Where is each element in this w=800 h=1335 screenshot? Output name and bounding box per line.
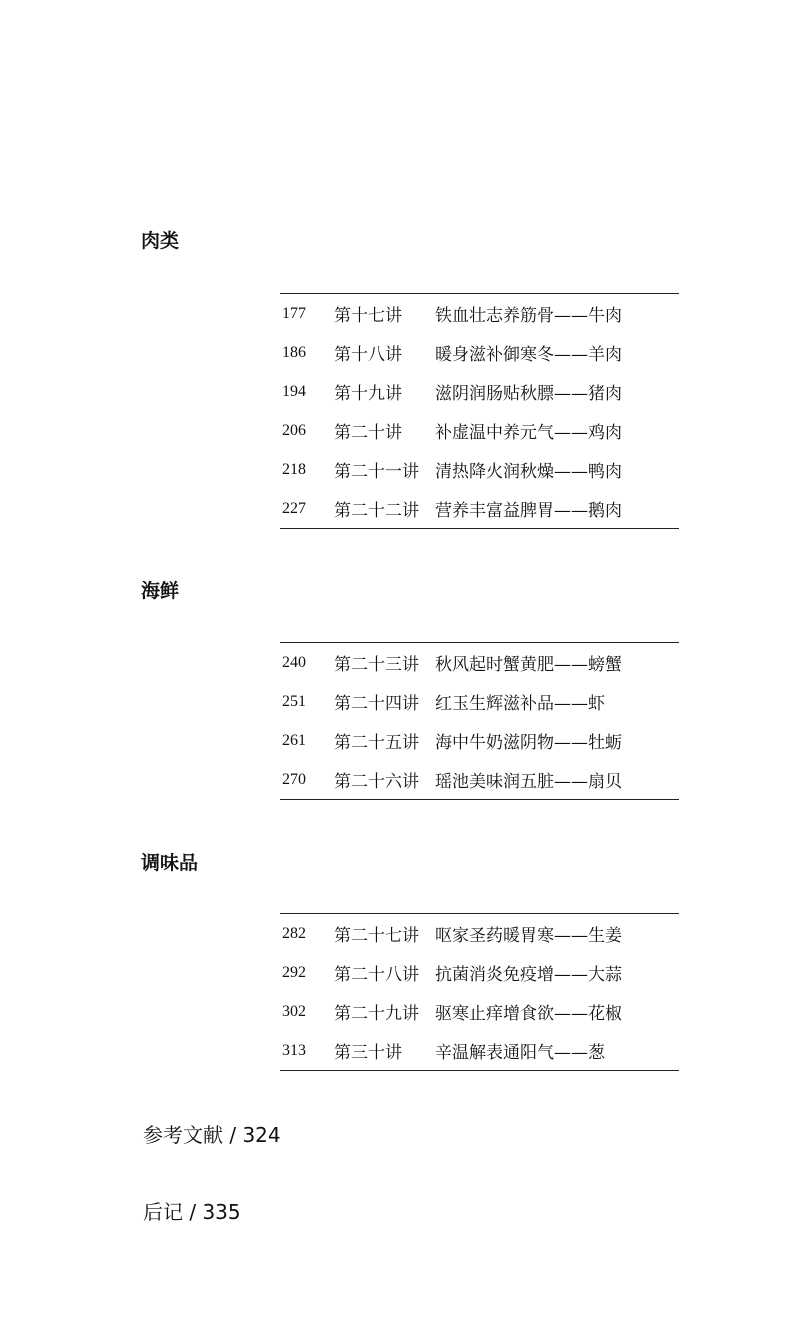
entry-title: 瑶池美味润五脏——扇贝 <box>435 772 622 792</box>
toc-entry[interactable] <box>280 1031 679 1070</box>
page-number: 227 <box>282 499 306 517</box>
entry-title: 清热降火润秋燥——鸭肉 <box>435 462 622 482</box>
entry-title: 秋风起时蟹黄肥——螃蟹 <box>435 655 622 675</box>
toc-block-seasoning <box>280 913 679 1071</box>
toc-entry[interactable] <box>280 489 679 528</box>
page-number: 292 <box>282 963 306 981</box>
page-number: 206 <box>282 421 306 439</box>
toc-entry[interactable] <box>280 643 679 682</box>
toc-entry[interactable] <box>280 721 679 760</box>
toc-entry[interactable] <box>280 294 679 333</box>
lecture-number: 第二十九讲 <box>334 1004 419 1024</box>
lecture-number: 第二十五讲 <box>334 733 419 753</box>
entry-title: 营养丰富益脾胃——鹅肉 <box>435 501 622 521</box>
page-number: 270 <box>282 770 306 788</box>
page-number: 218 <box>282 460 306 478</box>
page-number: 177 <box>282 304 306 322</box>
toc-entry[interactable] <box>280 914 679 953</box>
afterword-link[interactable]: 后记 / 335 <box>143 1200 241 1224</box>
page-number: 186 <box>282 343 306 361</box>
entry-title: 补虚温中养元气——鸡肉 <box>435 423 622 443</box>
lecture-number: 第十九讲 <box>334 384 402 404</box>
page-number: 251 <box>282 692 306 710</box>
entry-title: 驱寒止痒增食欲——花椒 <box>435 1004 622 1024</box>
lecture-number: 第十七讲 <box>334 306 402 326</box>
section-title-seasoning: 调味品 <box>141 852 199 874</box>
page-number: 240 <box>282 653 306 671</box>
entry-title: 红玉生辉滋补品——虾 <box>435 694 605 714</box>
lecture-number: 第二十二讲 <box>334 501 419 521</box>
toc-block-meat <box>280 293 679 529</box>
entry-title: 滋阴润肠贴秋膘——猪肉 <box>435 384 622 404</box>
entry-title: 海中牛奶滋阴物——牡蛎 <box>435 733 622 753</box>
toc-entry[interactable] <box>280 953 679 992</box>
entry-title: 抗菌消炎免疫增——大蒜 <box>435 965 622 985</box>
toc-entry[interactable] <box>280 411 679 450</box>
page-number: 302 <box>282 1002 306 1020</box>
lecture-number: 第二十四讲 <box>334 694 419 714</box>
lecture-number: 第十八讲 <box>334 345 402 365</box>
toc-entry[interactable] <box>280 682 679 721</box>
section-title-seafood: 海鲜 <box>141 580 180 602</box>
lecture-number: 第二十八讲 <box>334 965 419 985</box>
lecture-number: 第二十三讲 <box>334 655 419 675</box>
references-link[interactable]: 参考文献 / 324 <box>143 1123 281 1147</box>
lecture-number: 第三十讲 <box>334 1043 402 1063</box>
page-number: 261 <box>282 731 306 749</box>
entry-title: 辛温解表通阳气——葱 <box>435 1043 605 1063</box>
page-number: 313 <box>282 1041 306 1059</box>
entry-title: 铁血壮志养筋骨——牛肉 <box>435 306 622 326</box>
entry-title: 呕家圣药暖胃寒——生姜 <box>435 926 622 946</box>
page-number: 194 <box>282 382 306 400</box>
section-title-meat: 肉类 <box>141 230 180 252</box>
lecture-number: 第二十六讲 <box>334 772 419 792</box>
page-number: 282 <box>282 924 306 942</box>
toc-entry[interactable] <box>280 372 679 411</box>
entry-title: 暖身滋补御寒冬——羊肉 <box>435 345 622 365</box>
toc-entry[interactable] <box>280 760 679 799</box>
lecture-number: 第二十一讲 <box>334 462 419 482</box>
toc-entry[interactable] <box>280 333 679 372</box>
toc-block-seafood <box>280 642 679 800</box>
lecture-number: 第二十七讲 <box>334 926 419 946</box>
toc-entry[interactable] <box>280 450 679 489</box>
lecture-number: 第二十讲 <box>334 423 402 443</box>
toc-entry[interactable] <box>280 992 679 1031</box>
